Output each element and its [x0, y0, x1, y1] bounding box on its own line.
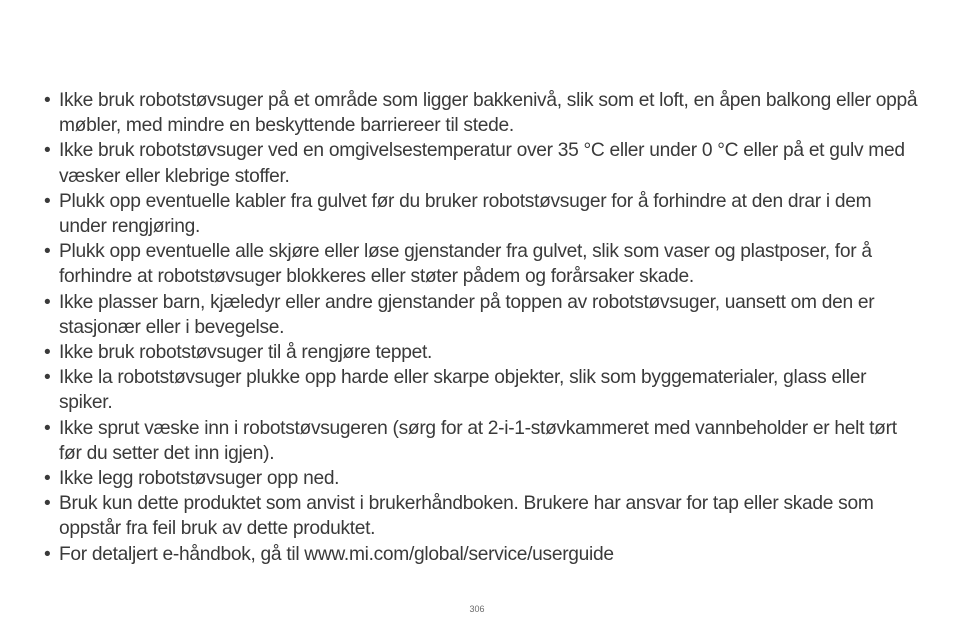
list-item [44, 88, 920, 138]
list-item-text: Ikke bruk robotstøvsuger til å rengjøre teppet. [59, 342, 433, 364]
list-item-text: Ikke bruk robotstøvsuger ved en omgivelsestemperatur over 35 °C eller under 0 °C eller på et gulv med væsker eller klebrige stoffer. [59, 140, 905, 187]
list-item [44, 416, 920, 466]
bullet-icon: • [44, 367, 51, 389]
bullet-icon: • [44, 90, 51, 111]
list-item-text: Plukk opp eventuelle kabler fra gulvet før du bruker robotstøvsuger for å forhindre at den drar i dem under rengjøring. [59, 190, 872, 238]
page-number: 306 [469, 604, 485, 614]
list-item [44, 189, 920, 239]
list-item [44, 365, 920, 415]
bullet-icon: • [44, 417, 51, 439]
list-item [44, 340, 920, 365]
list-item [44, 466, 920, 491]
safety-bullet-list [44, 88, 920, 567]
bullet-icon: • [44, 468, 51, 490]
list-item [44, 138, 920, 188]
list-item-text: Ikke bruk robotstøvsuger på et område som ligger bakkenivå, slik som et loft, en åpen balkong eller oppå møbler, med mindre en beskyttende barriereer til stede. [59, 90, 918, 137]
bullet-icon: • [44, 241, 51, 263]
bullet-icon: • [44, 342, 51, 364]
bullet-icon: • [44, 140, 51, 162]
list-item-text: Bruk kun dette produktet som anvist i brukerhåndboken. Brukere har ansvar for tap eller skade som oppstår fra feil bruk av dette produktet. [59, 493, 874, 540]
bullet-icon: • [44, 190, 51, 212]
list-item [44, 239, 920, 289]
bullet-icon: • [44, 291, 51, 313]
list-item [44, 491, 920, 541]
list-item [44, 542, 920, 567]
list-item-text: Plukk opp eventuelle alle skjøre eller løse gjenstander fra gulvet, slik som vaser og plastposer, for å forhindre at robotstøvsuger blokkeres eller støter pådem og forårsaker skade. [59, 241, 872, 288]
list-item-text: Ikke sprut væske inn i robotstøvsugeren (sørg for at 2-i-1-støvkammeret med vannbeholder er helt tørt før du setter det inn igjen). [59, 417, 897, 464]
list-item-text: Ikke plasser barn, kjæledyr eller andre gjenstander på toppen av robotstøvsuger, uansett om den er stasjonær eller i bevegelse. [59, 291, 875, 338]
list-item-text: Ikke la robotstøvsuger plukke opp harde eller skarpe objekter, slik som byggematerialer, glass eller spiker. [59, 367, 867, 414]
bullet-icon: • [44, 543, 51, 565]
list-item-text: Ikke legg robotstøvsuger opp ned. [59, 468, 340, 490]
list-item-text: For detaljert e-håndbok, gå til www.mi.com/global/service/userguide [59, 543, 614, 565]
bullet-icon: • [44, 493, 51, 515]
list-item [44, 290, 920, 340]
